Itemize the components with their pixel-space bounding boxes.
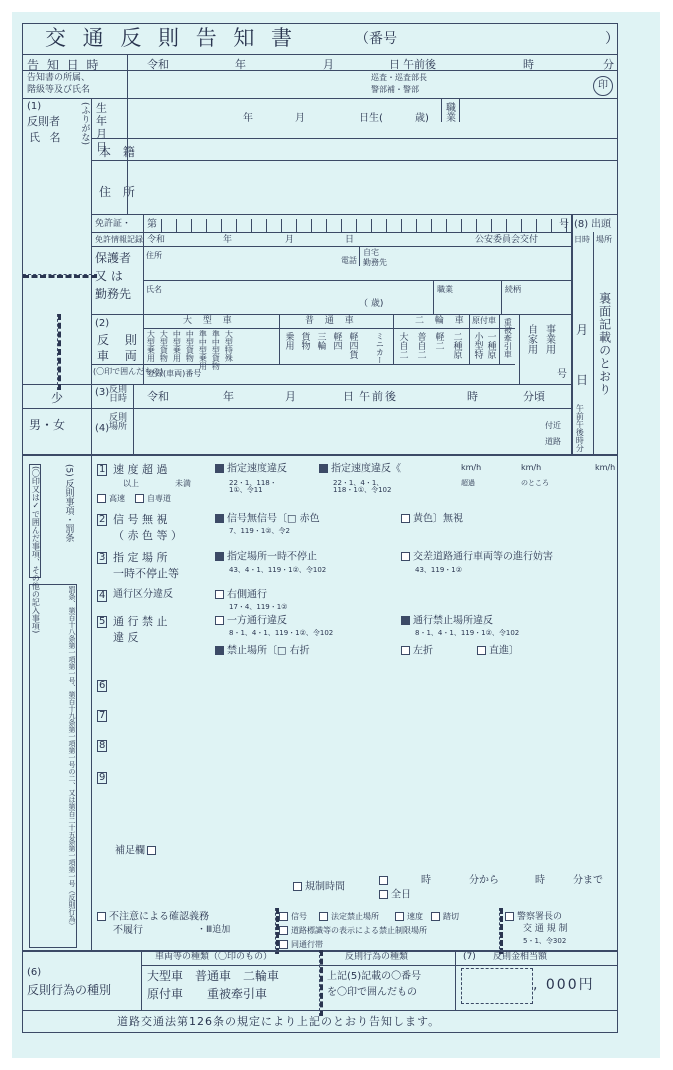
minor-mark: 少 xyxy=(51,391,64,405)
checkbox-speed-violation-2[interactable]: 指定速度違反《 xyxy=(319,464,401,475)
checkbox-police-chief[interactable]: 警察署長の xyxy=(505,912,562,922)
license-number-cells[interactable] xyxy=(161,219,581,232)
seal-stamp-icon: 印 xyxy=(593,76,613,96)
vehicle-kind-row1: 大型車 普通車 二輪車 xyxy=(147,969,280,983)
checkbox-time-h[interactable] xyxy=(379,876,391,887)
checkbox-right-side[interactable]: 右側通行 xyxy=(215,590,267,601)
number-paren: ） xyxy=(605,31,619,47)
checkbox-straight[interactable]: 直進〕 xyxy=(477,646,519,657)
checkbox-left-turn[interactable]: 左折 xyxy=(401,646,433,657)
checkbox-road-sign[interactable]: 道路標識等の表示による禁止制限場所 xyxy=(279,926,427,935)
traffic-violation-notice-form: 交 通 反 則 告 知 書 （番号 ） 告 知 日 時 令和 年 月 日 午前後 時 分 告知書の所属、 階級等及び氏名 巡査・巡査部長 警部補・警部 印 (1) 反則者 氏 名 (ふりがな) 生年月日 年 月 日生( 歳) 職業 本 籍 住 所 免許証・ 第 号 免許情報記録 令和 年 月 日 公安委員会交付 (8) 出頭 日時 場所 月 日 午前午後時分 裏面記載のとおり 保護者 又 は 勤務先 住所 電話 自宅 勤務先 氏名 （ 歳) 職業 続柄 (2) 反 則 車 両 大 型 車 普 通 車 二 輪 車 原付車 重被牽引車 自家用 事業用 大型乗用 大型貨物 中型乗用 中型貨物 準中型乗用 準中型貨物 大型特殊 乗用 貨物 三輪 軽四 軽四貨 ミニカー 大自二 普自二 軽二 二種原 小型特 一種原 (〇印で囲んだもの) 登録(車両)番号 号 少 男・女 (3) 反則日時 令和 年 月 日 午前後 時 分頃 (4) 反則場所 付近 道路 (5) 反則事項・罰条 (〇印又は✓で囲んだ事項、その他の記入事項) 罰条、第百十八条第一項第一号、第百十九条第一項第一号の二、又は第百二十五条第一項第一号（反則行為） 1 速 度 超 過 以上 未満 高速 自専道 指定速度違反 22・1、118・1①、令11 指定速度違反《 22・1、4・1、118・1①、令102 km/h km/h km/h 超過 のところ 2 信 号 無 視 （ 赤 色 等 ） 信号無信号〔□ 赤色 7、119・1②、令2 黄色〕無視 3 指 定 場 所 一時不停止等 指定場所一時不停止 43、4・1、119・1②、令102 交差道路通行車両等の進行妨害 43、119・1② 4 通行区分違反 右側通行 17・4、119・1② 5 通 行 禁 止 違 反 一方通行違反 8・1、4・1、119・1②、令102 通行禁止場所違反 8・1、4・1、119・1②、令102 禁止場所〔□ 右折 左折 直進〕 6 7 8 9 補足欄 規制時間 全日 時 分から 時 分まで 不注意による確認義務 不履行 ・Ⅲ追加 信号 法定禁止場所 速度 踏切 道路標識等の表示による禁止制限場所 同通行帯 警察署長の 交 通 規 制 5・1、令302 (6) 反則行為の種別 車両等の種類（〇印のもの） 大型車 普通車 二輪車 原付車 重被牽引車 反則行為の種類 上記(5)記載の〇番号 を〇印で囲んだもの (7) 反則金相当額 , 000円 道路交通法第126条の規定により上記のとおり告知します。 xyxy=(22,23,618,1033)
checkbox-speed-violation-1[interactable]: 指定速度違反 xyxy=(215,464,287,475)
checkbox-rail-crossing[interactable]: 踏切 xyxy=(431,912,459,921)
violation-kind-label: 反則行為の種別 xyxy=(27,983,112,997)
checkbox-legal-prohibited[interactable]: 法定禁止場所 xyxy=(319,912,379,921)
appearance-label: (8) xyxy=(574,219,589,230)
checkbox-highway[interactable]: 高速 xyxy=(97,494,125,503)
checkbox-stop-violation[interactable]: 指定場所一時不停止 xyxy=(215,552,317,563)
supplement-checkbox[interactable]: 補足欄 xyxy=(115,846,159,857)
checkbox-no-entry[interactable]: 通行禁止場所違反 xyxy=(401,616,493,627)
content-vertical-label: 反則事項・罰条 xyxy=(63,479,74,542)
checkbox-same-lane[interactable]: 同通行帯 xyxy=(279,940,323,949)
notice-datetime-label: 告 知 日 時 xyxy=(27,58,101,72)
number-label: （番号 xyxy=(355,31,397,47)
footer-statement: 道路交通法第126条の規定により上記のとおり告知します。 xyxy=(117,1015,441,1028)
checkbox-signal-red[interactable]: 信号無信号〔□ 赤色 xyxy=(215,514,320,525)
checkbox-signal[interactable]: 信号 xyxy=(279,912,307,921)
amount-value: , 000円 xyxy=(533,977,595,993)
vehicle-kind-row2: 原付車 重被牽引車 xyxy=(147,987,268,1001)
checkbox-speed[interactable]: 速度 xyxy=(395,912,423,921)
checkbox-time-rule[interactable]: 規制時間 xyxy=(293,882,345,893)
amount-input-box[interactable] xyxy=(461,968,533,1004)
side-legal-note: 罰条、第百十八条第一項第一号、第百十九条第一項第一号の二、又は第百二十五条第一項第一号（反則行為） xyxy=(29,584,77,948)
checkbox-obstruction[interactable]: 交差道路通行車両等の進行妨害 xyxy=(401,552,553,563)
checkbox-all-day[interactable]: 全日 xyxy=(379,890,411,901)
checkbox-expressway[interactable]: 自専道 xyxy=(135,494,171,503)
checkbox-prohibited-place[interactable]: 禁止場所〔□ 右折 xyxy=(215,646,310,657)
checkbox-one-way[interactable]: 一方通行違反 xyxy=(215,616,287,627)
checkbox-signal-yellow[interactable]: 黄色〕無視 xyxy=(401,514,463,525)
sex-field[interactable]: 男・女 xyxy=(29,418,66,432)
form-title: 交 通 反 則 告 知 書 xyxy=(45,26,298,50)
appearance-back-note: 裏面記載のとおり xyxy=(597,292,612,396)
checkbox-careless[interactable]: 不注意による確認義務 xyxy=(97,912,209,923)
